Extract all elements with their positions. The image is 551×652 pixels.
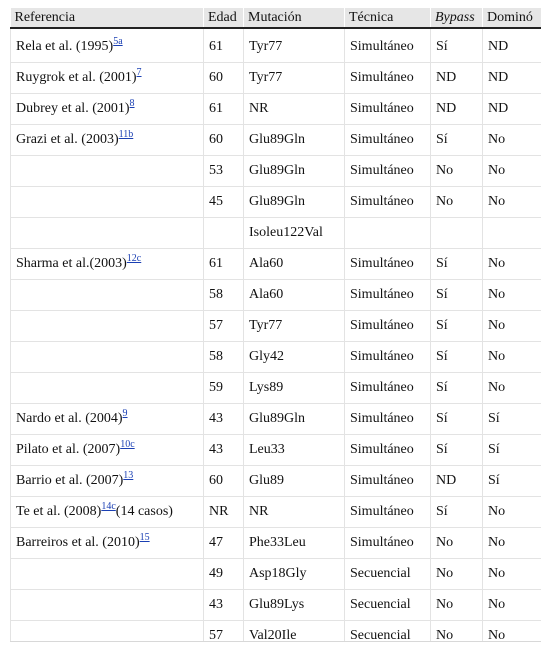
cell-bypass: ND xyxy=(431,94,483,125)
cell-bypass: Sí xyxy=(431,435,483,466)
cell-referencia xyxy=(11,156,204,187)
cell-mutacion: Glu89Gln xyxy=(244,187,345,218)
cell-domino: Sí xyxy=(483,404,542,435)
reference-text: Sharma et al.(2003) xyxy=(16,256,127,271)
cell-edad: 60 xyxy=(204,466,244,497)
cell-tecnica: Simultáneo xyxy=(345,280,431,311)
cell-domino: No xyxy=(483,311,542,342)
cell-tecnica: Simultáneo xyxy=(345,404,431,435)
table-row xyxy=(11,342,542,373)
reference-text: Rela et al. (1995) xyxy=(16,39,114,54)
cell-mutacion: Tyr77 xyxy=(244,28,345,63)
cell-bypass: No xyxy=(431,559,483,590)
citation-superscript xyxy=(101,499,115,512)
citation-link[interactable]: 8 xyxy=(129,98,135,109)
cell-referencia xyxy=(11,280,204,311)
cell-tecnica: Simultáneo xyxy=(345,497,431,528)
header-domino: Dominó xyxy=(483,8,542,28)
table-row xyxy=(11,621,542,643)
cell-edad xyxy=(204,218,244,249)
cell-edad: 43 xyxy=(204,404,244,435)
cell-bypass: No xyxy=(431,528,483,559)
citation-superscript xyxy=(113,34,122,47)
cell-referencia xyxy=(11,63,204,94)
data-table xyxy=(10,8,541,642)
header-tecnica: Técnica xyxy=(345,8,431,28)
cell-edad: NR xyxy=(204,497,244,528)
cell-tecnica: Simultáneo xyxy=(345,528,431,559)
cell-mutacion: Glu89 xyxy=(244,466,345,497)
cell-edad: 47 xyxy=(204,528,244,559)
cell-domino: No xyxy=(483,280,542,311)
cell-tecnica: Simultáneo xyxy=(345,249,431,280)
cell-domino: ND xyxy=(483,94,542,125)
cell-tecnica: Simultáneo xyxy=(345,94,431,125)
citation-link[interactable]: 9 xyxy=(122,408,128,419)
cell-domino: ND xyxy=(483,28,542,63)
table-row xyxy=(11,187,542,218)
reference-text: Dubrey et al. (2001) xyxy=(16,101,130,116)
cell-domino: No xyxy=(483,342,542,373)
cell-referencia xyxy=(11,187,204,218)
table-row xyxy=(11,404,542,435)
table-row xyxy=(11,311,542,342)
cell-domino: No xyxy=(483,590,542,621)
cell-referencia xyxy=(11,311,204,342)
citation-link[interactable]: 13 xyxy=(123,470,134,481)
citation-superscript xyxy=(123,468,133,481)
reference-text: Barrio et al. (2007) xyxy=(16,473,124,488)
cell-edad: 59 xyxy=(204,373,244,404)
cell-edad: 60 xyxy=(204,125,244,156)
cell-mutacion: Isoleu122Val xyxy=(244,218,345,249)
cell-domino: No xyxy=(483,125,542,156)
cell-tecnica: Simultáneo xyxy=(345,311,431,342)
table-row xyxy=(11,280,542,311)
cell-bypass: ND xyxy=(431,63,483,94)
cell-bypass: No xyxy=(431,621,483,643)
cell-mutacion: Leu33 xyxy=(244,435,345,466)
reference-text: Ruygrok et al. (2001) xyxy=(16,70,137,85)
cell-tecnica xyxy=(345,218,431,249)
citation-superscript xyxy=(127,251,141,264)
cell-edad: 58 xyxy=(204,280,244,311)
cell-tecnica: Secuencial xyxy=(345,559,431,590)
cell-mutacion: NR xyxy=(244,497,345,528)
cell-tecnica: Simultáneo xyxy=(345,63,431,94)
citation-link[interactable]: 11b xyxy=(118,129,134,140)
table-body xyxy=(11,28,542,642)
cell-domino: Sí xyxy=(483,435,542,466)
cell-referencia xyxy=(11,342,204,373)
cell-bypass xyxy=(431,218,483,249)
table-row xyxy=(11,218,542,249)
citation-superscript xyxy=(140,530,150,543)
citation-link[interactable]: 15 xyxy=(139,532,150,543)
table-row xyxy=(11,28,542,63)
cell-bypass: Sí xyxy=(431,342,483,373)
cell-referencia xyxy=(11,497,204,528)
cell-mutacion: Phe33Leu xyxy=(244,528,345,559)
table-row xyxy=(11,559,542,590)
cell-referencia xyxy=(11,435,204,466)
cell-bypass: Sí xyxy=(431,311,483,342)
cell-mutacion: Asp18Gly xyxy=(244,559,345,590)
cell-edad: 53 xyxy=(204,156,244,187)
cell-bypass: Sí xyxy=(431,280,483,311)
table-row xyxy=(11,528,542,559)
table-row xyxy=(11,435,542,466)
citation-link[interactable]: 12c xyxy=(126,253,142,264)
cell-domino: ND xyxy=(483,63,542,94)
cell-domino: No xyxy=(483,156,542,187)
cell-edad: 60 xyxy=(204,63,244,94)
cell-mutacion: Glu89Gln xyxy=(244,404,345,435)
cell-referencia xyxy=(11,125,204,156)
cell-tecnica: Simultáneo xyxy=(345,28,431,63)
cell-referencia xyxy=(11,590,204,621)
cell-tecnica: Simultáneo xyxy=(345,125,431,156)
reference-note: (14 casos) xyxy=(115,504,173,519)
cell-referencia xyxy=(11,28,204,63)
cell-edad: 49 xyxy=(204,559,244,590)
table-row xyxy=(11,94,542,125)
citation-superscript xyxy=(123,406,128,419)
table-container xyxy=(10,8,541,642)
cell-bypass: No xyxy=(431,187,483,218)
cell-edad: 45 xyxy=(204,187,244,218)
cell-referencia xyxy=(11,218,204,249)
cell-tecnica: Simultáneo xyxy=(345,342,431,373)
cell-edad: 61 xyxy=(204,94,244,125)
citation-link[interactable]: 5a xyxy=(113,36,123,47)
cell-mutacion: Glu89Lys xyxy=(244,590,345,621)
cell-domino: No xyxy=(483,621,542,643)
cell-edad: 58 xyxy=(204,342,244,373)
citation-superscript xyxy=(137,65,142,78)
citation-superscript xyxy=(130,96,135,109)
cell-mutacion: NR xyxy=(244,94,345,125)
cell-bypass: Sí xyxy=(431,404,483,435)
cell-referencia xyxy=(11,249,204,280)
cell-edad: 61 xyxy=(204,249,244,280)
header-bypass: Bypass xyxy=(431,8,483,28)
cell-bypass: Sí xyxy=(431,249,483,280)
cell-domino: No xyxy=(483,497,542,528)
reference-text: Grazi et al. (2003) xyxy=(16,132,119,147)
cell-mutacion: Tyr77 xyxy=(244,311,345,342)
cell-domino: No xyxy=(483,559,542,590)
cell-tecnica: Simultáneo xyxy=(345,373,431,404)
reference-text: Nardo et al. (2004) xyxy=(16,411,123,426)
cell-domino: No xyxy=(483,187,542,218)
cell-mutacion: Tyr77 xyxy=(244,63,345,94)
cell-referencia xyxy=(11,466,204,497)
cell-edad: 57 xyxy=(204,311,244,342)
cell-referencia xyxy=(11,559,204,590)
table-row xyxy=(11,249,542,280)
cell-mutacion: Ala60 xyxy=(244,280,345,311)
cell-domino: No xyxy=(483,373,542,404)
cell-domino: No xyxy=(483,528,542,559)
cell-mutacion: Ala60 xyxy=(244,249,345,280)
header-edad: Edad xyxy=(204,8,244,28)
reference-text: Te et al. (2008) xyxy=(16,504,102,519)
cell-mutacion: Lys89 xyxy=(244,373,345,404)
cell-referencia xyxy=(11,404,204,435)
cell-mutacion: Gly42 xyxy=(244,342,345,373)
cell-referencia xyxy=(11,621,204,643)
cell-referencia xyxy=(11,373,204,404)
cell-bypass: Sí xyxy=(431,125,483,156)
cell-edad: 43 xyxy=(204,435,244,466)
citation-link[interactable]: 10c xyxy=(120,439,135,450)
table-row xyxy=(11,590,542,621)
cell-domino: No xyxy=(483,249,542,280)
reference-text: Barreiros et al. (2010) xyxy=(16,535,140,550)
cell-tecnica: Simultáneo xyxy=(345,435,431,466)
cell-domino: Sí xyxy=(483,466,542,497)
table-row xyxy=(11,497,542,528)
citation-superscript xyxy=(120,437,134,450)
cell-bypass: Sí xyxy=(431,28,483,63)
citation-link[interactable]: 7 xyxy=(136,67,142,78)
cell-bypass: No xyxy=(431,156,483,187)
cell-tecnica: Secuencial xyxy=(345,590,431,621)
cell-tecnica: Simultáneo xyxy=(345,156,431,187)
header-referencia: Referencia xyxy=(11,8,204,28)
cell-bypass: Sí xyxy=(431,497,483,528)
cell-mutacion: Val20Ile xyxy=(244,621,345,643)
cell-bypass: Sí xyxy=(431,373,483,404)
cell-mutacion: Glu89Gln xyxy=(244,125,345,156)
cell-edad: 43 xyxy=(204,590,244,621)
table-row xyxy=(11,125,542,156)
cell-edad: 61 xyxy=(204,28,244,63)
reference-text: Pilato et al. (2007) xyxy=(16,442,121,457)
cell-domino xyxy=(483,218,542,249)
cell-bypass: No xyxy=(431,590,483,621)
table-row xyxy=(11,466,542,497)
header-mutacion: Mutación xyxy=(244,8,345,28)
table-header xyxy=(11,8,542,28)
cell-tecnica: Secuencial xyxy=(345,621,431,643)
cell-bypass: ND xyxy=(431,466,483,497)
cell-tecnica: Simultáneo xyxy=(345,466,431,497)
header-row xyxy=(11,8,542,28)
cell-mutacion: Glu89Gln xyxy=(244,156,345,187)
citation-link[interactable]: 14c xyxy=(101,501,116,512)
citation-superscript xyxy=(119,127,134,140)
cell-edad: 57 xyxy=(204,621,244,643)
table-row xyxy=(11,63,542,94)
cell-referencia xyxy=(11,94,204,125)
table-row xyxy=(11,156,542,187)
cell-tecnica: Simultáneo xyxy=(345,187,431,218)
table-row xyxy=(11,373,542,404)
cell-referencia xyxy=(11,528,204,559)
